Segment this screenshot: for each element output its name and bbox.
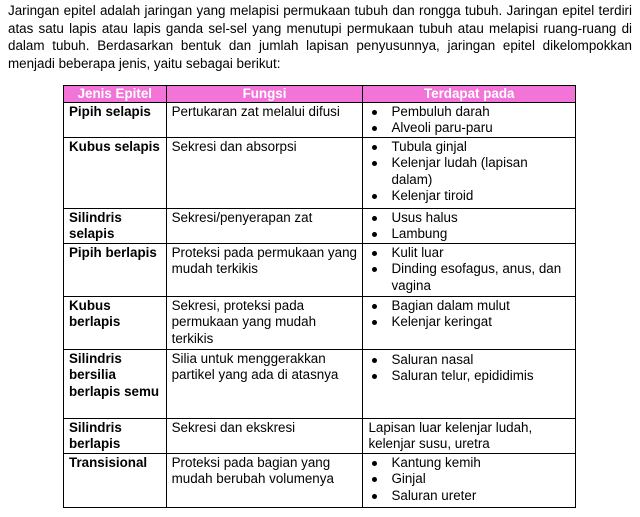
list-item: Pembuluh darah (368, 104, 570, 120)
table-row (64, 350, 576, 419)
cell-lokasi (363, 209, 576, 244)
cell-jenis: Pipih selapis (64, 103, 167, 138)
header-jenis-epitel: Jenis Epitel (64, 86, 167, 103)
table-row (64, 419, 576, 454)
table-row (64, 103, 576, 138)
list-item: Saluran ureter (368, 488, 570, 504)
list-item: Kulit luar (368, 245, 570, 261)
cell-lokasi (363, 454, 576, 508)
cell-jenis: Transisional (64, 454, 167, 508)
epithelium-table (63, 85, 576, 508)
cell-jenis: Kubus selapis (64, 138, 167, 209)
cell-jenis: Silindris selapis (64, 209, 167, 244)
list-item: Ginjal (368, 471, 570, 487)
list-item: Kelenjar keringat (368, 314, 570, 330)
cell-lokasi (363, 103, 576, 138)
cell-fungsi: Sekresi/penyerapan zat (166, 209, 363, 244)
cell-fungsi: Sekresi dan absorpsi (166, 138, 363, 209)
table-row (64, 244, 576, 297)
cell-lokasi: Lapisan luar kelenjar ludah, kelenjar susu, uretra (363, 419, 576, 454)
cell-fungsi: Proteksi pada permukaan yang mudah terkikis (166, 244, 363, 297)
intro-paragraph: Jaringan epitel adalah jaringan yang melapisi permukaan tubuh dan rongga tubuh. Jaringan epitel terdiri atas satu lapis atau lapis ganda sel-sel yang menutupi permukaan tubuh atau melapisi ruang-ruang di dalam tubuh. Berdasarkan bentuk dan jumlah lapisan penyusunnya, jaringan epitel dikelompokkan menjadi beberapa jenis, yaitu sebagai berikut: (8, 3, 632, 71)
list-item: Tubula ginjal (368, 139, 570, 155)
cell-fungsi: Sekresi dan ekskresi (166, 419, 363, 454)
list-item: Kelenjar ludah (lapisan dalam) (368, 155, 570, 187)
header-fungsi: Fungsi (166, 86, 363, 103)
cell-fungsi: Silia untuk menggerakkan partikel yang ada di atasnya (166, 350, 363, 419)
cell-jenis: Silindris bersilia berlapis semu (64, 350, 167, 419)
cell-lokasi (363, 297, 576, 350)
table-row (64, 297, 576, 350)
cell-lokasi (363, 350, 576, 419)
cell-fungsi: Proteksi pada bagian yang mudah berubah volumenya (166, 454, 363, 508)
list-item: Dinding esofagus, anus, dan vagina (368, 261, 570, 293)
cell-lokasi (363, 138, 576, 209)
cell-jenis: Silindris berlapis (64, 419, 167, 454)
table-row (64, 209, 576, 244)
list-item: Alveoli paru-paru (368, 120, 570, 136)
cell-fungsi: Sekresi, proteksi pada permukaan yang mudah terkikis (166, 297, 363, 350)
list-item: Lambung (368, 226, 570, 242)
header-terdapat-pada: Terdapat pada (363, 86, 576, 103)
list-item: Usus halus (368, 210, 570, 226)
cell-jenis: Kubus berlapis (64, 297, 167, 350)
list-item: Kelenjar tiroid (368, 188, 570, 204)
cell-fungsi: Pertukaran zat melalui difusi (166, 103, 363, 138)
table-row (64, 138, 576, 209)
table-header-row (64, 86, 576, 103)
list-item: Bagian dalam mulut (368, 298, 570, 314)
cell-lokasi (363, 244, 576, 297)
table-row (64, 454, 576, 508)
cell-jenis: Pipih berlapis (64, 244, 167, 297)
list-item: Saluran nasal (368, 352, 570, 368)
list-item: Saluran telur, epididimis (368, 368, 570, 384)
list-item: Kantung kemih (368, 455, 570, 471)
